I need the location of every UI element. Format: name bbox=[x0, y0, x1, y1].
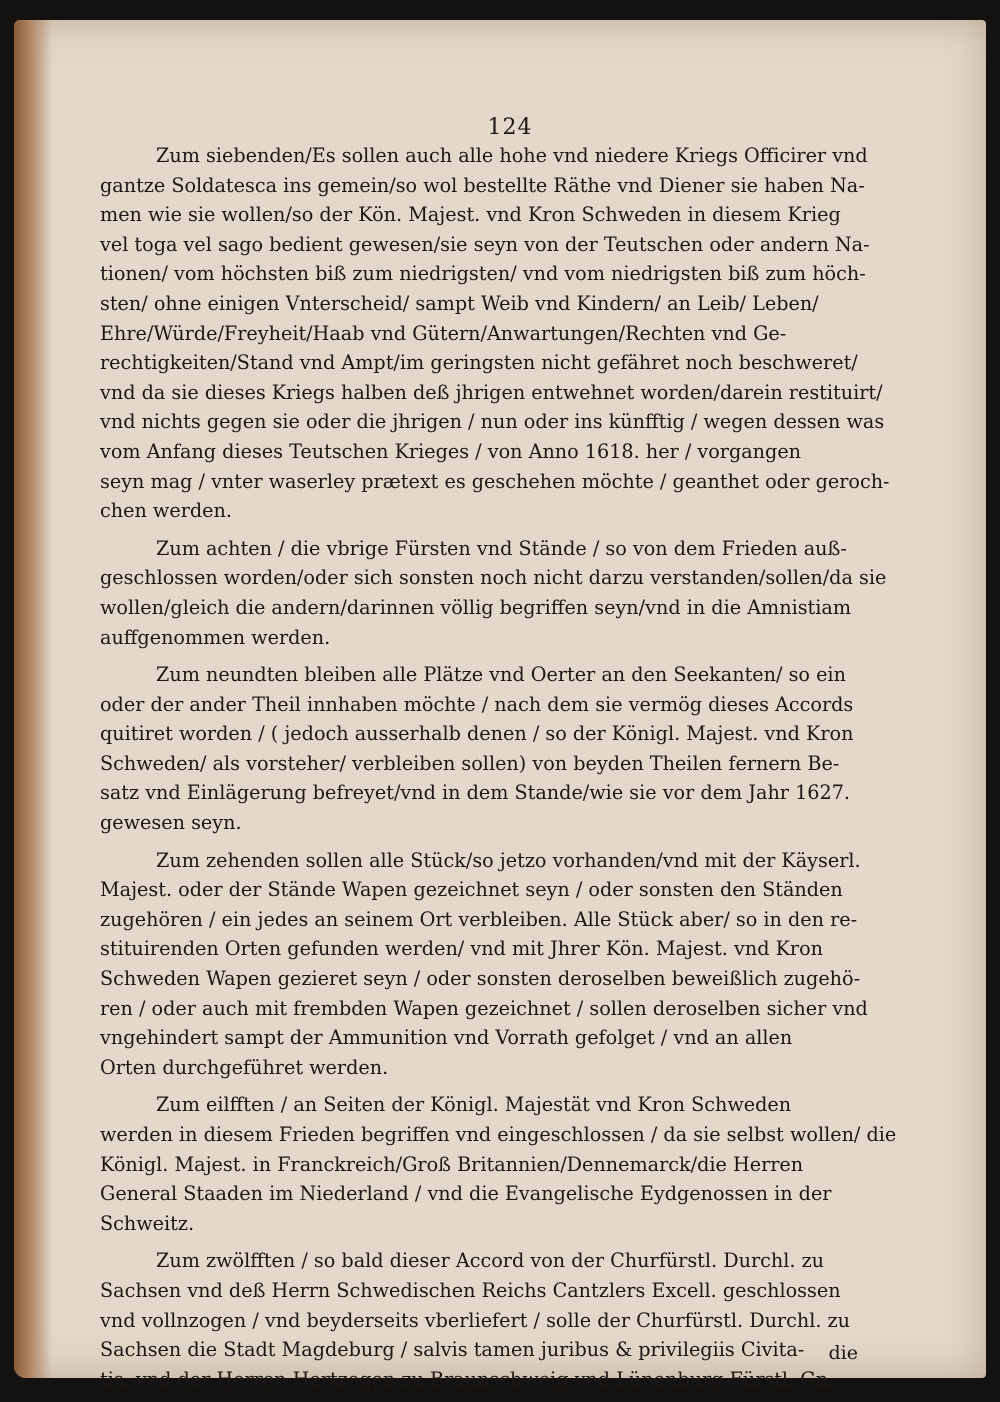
text-line: Schweden Wapen gezieret seyn / oder sonsten deroselben beweißlich zugehö- bbox=[100, 967, 861, 991]
text-line: Schweden/ als vorsteher/ verbleiben sollen) von beyden Theilen fernern Be- bbox=[100, 751, 840, 775]
text-line: vngehindert sampt der Ammunition vnd Vorrath gefolget / vnd an allen bbox=[100, 1026, 793, 1050]
text-line: Ehre/Würde/Freyheit/Haab vnd Gütern/Anwartungen/Rechten vnd Ge- bbox=[100, 321, 787, 345]
text-line: gantze Soldatesca ins gemein/so wol bestellte Räthe vnd Diener sie haben Na- bbox=[100, 173, 865, 197]
text-line: tionen/ vom höchsten biß zum niedrigsten/ vnd vom niedrigsten biß zum höch- bbox=[100, 262, 866, 286]
text-line: rechtigkeiten/Stand vnd Ampt/im geringsten nicht gefähret noch beschweret/ bbox=[100, 351, 858, 375]
text-line: auffgenommen werden. bbox=[100, 625, 331, 649]
paragraph bbox=[100, 1246, 900, 1394]
text-line: General Staaden im Niederland / vnd die Evangelische Eydgenossen in der bbox=[100, 1182, 832, 1206]
paragraph bbox=[100, 141, 900, 526]
text-line: Zum neundten bleiben alle Plätze vnd Oerter an den Seekanten/ so ein bbox=[156, 663, 846, 687]
text-line: Sachsen vnd deß Herrn Schwedischen Reichs Cantzlers Excell. geschlossen bbox=[100, 1278, 841, 1302]
text-line: oder der ander Theil innhaben möchte / nach dem sie vermög dieses Accords bbox=[100, 692, 854, 716]
paragraph bbox=[100, 1090, 900, 1238]
catchword: die bbox=[828, 1342, 858, 1364]
page-binding-edge bbox=[14, 20, 52, 1378]
paragraph bbox=[100, 660, 900, 838]
text-line: Königl. Majest. in Franckreich/Groß Britannien/Dennemarck/die Herren bbox=[100, 1152, 804, 1176]
text-line: geschlossen worden/oder sich sonsten noch nicht darzu verstanden/sollen/da sie bbox=[100, 566, 887, 590]
text-line: Orten durchgeführet werden. bbox=[100, 1055, 389, 1079]
text-line: vnd vollnzogen / vnd beyderseits vberliefert / solle der Churfürstl. Durchl. zu bbox=[100, 1308, 851, 1332]
text-line: Zum siebenden/Es sollen auch alle hohe vnd niedere Kriegs Officirer vnd bbox=[156, 144, 868, 167]
paragraph bbox=[100, 534, 900, 652]
text-line: satz vnd Einlägerung befreyet/vnd in dem Stande/wie sie vor dem Jahr 1627. bbox=[100, 781, 850, 805]
text-line: sten/ ohne einigen Vnterscheid/ sampt Weib vnd Kindern/ an Leib/ Leben/ bbox=[100, 291, 819, 315]
text-line: vom Anfang dieses Teutschen Krieges / von Anno 1618. her / vorgangen bbox=[100, 439, 802, 463]
text-line: Schweitz. bbox=[100, 1211, 195, 1235]
text-line: Zum zwölfften / so bald dieser Accord von der Churfürstl. Durchl. zu bbox=[156, 1249, 825, 1273]
text-line: seyn mag / vnter waserley prætext es geschehen möchte / geanthet oder geroch- bbox=[100, 469, 890, 493]
text-line: chen werden. bbox=[100, 499, 232, 523]
text-line: gewesen seyn. bbox=[100, 811, 242, 835]
text-line: ren / oder auch mit frembden Wapen gezeichnet / sollen deroselben sicher vnd bbox=[100, 996, 868, 1020]
text-line: stituirenden Orten gefunden werden/ vnd mit Jhrer Kön. Majest. vnd Kron bbox=[100, 937, 823, 961]
text-line: men wie sie wollen/so der Kön. Majest. vnd Kron Schweden in diesem Krieg bbox=[100, 203, 841, 227]
text-line: tis, vnd der Herren Hertzogen zu Braunschweig vnd Lünenburg Fürstl. Gn. bbox=[100, 1367, 835, 1391]
text-line: werden in diesem Frieden begriffen vnd eingeschlossen / da sie selbst wollen/ die bbox=[100, 1123, 897, 1146]
text-line: Zum eilfften / an Seiten der Königl. Majestät vnd Kron Schweden bbox=[156, 1093, 792, 1117]
text-line: vnd da sie dieses Kriegs halben deß jhrigen entwehnet worden/darein restituirt/ bbox=[100, 380, 883, 404]
paragraph bbox=[100, 846, 900, 1083]
text-line: Zum achten / die vbrige Fürsten vnd Stände / so von dem Frieden auß- bbox=[156, 536, 847, 560]
page-text bbox=[100, 115, 900, 1402]
text-line: Zum zehenden sollen alle Stück/so jetzo vorhanden/vnd mit der Käyserl. bbox=[156, 848, 861, 872]
book-page bbox=[14, 20, 986, 1391]
text-line: vel toga vel sago bedient gewesen/sie seyn von der Teutschen oder andern Na- bbox=[100, 232, 870, 256]
page-number: 124 bbox=[487, 115, 533, 140]
paragraph-container bbox=[100, 141, 900, 1394]
text-line: Majest. oder der Stände Wapen gezeichnet seyn / oder sonsten den Ständen bbox=[100, 878, 843, 902]
text-line: vnd nichts gegen sie oder die jhrigen / nun oder ins künfftig / wegen dessen was bbox=[100, 410, 885, 434]
text-line: wollen/gleich die andern/darinnen völlig begriffen seyn/vnd in die Amnistiam bbox=[100, 595, 852, 619]
text-line: quitiret worden / ( jedoch ausserhalb denen / so der Königl. Majest. vnd Kron bbox=[100, 722, 854, 746]
text-line: Sachsen die Stadt Magdeburg / salvis tamen juribus & privilegiis Civita- bbox=[100, 1338, 805, 1362]
text-line: zugehören / ein jedes an seinem Ort verbleiben. Alle Stück aber/ so in den re- bbox=[100, 907, 858, 931]
